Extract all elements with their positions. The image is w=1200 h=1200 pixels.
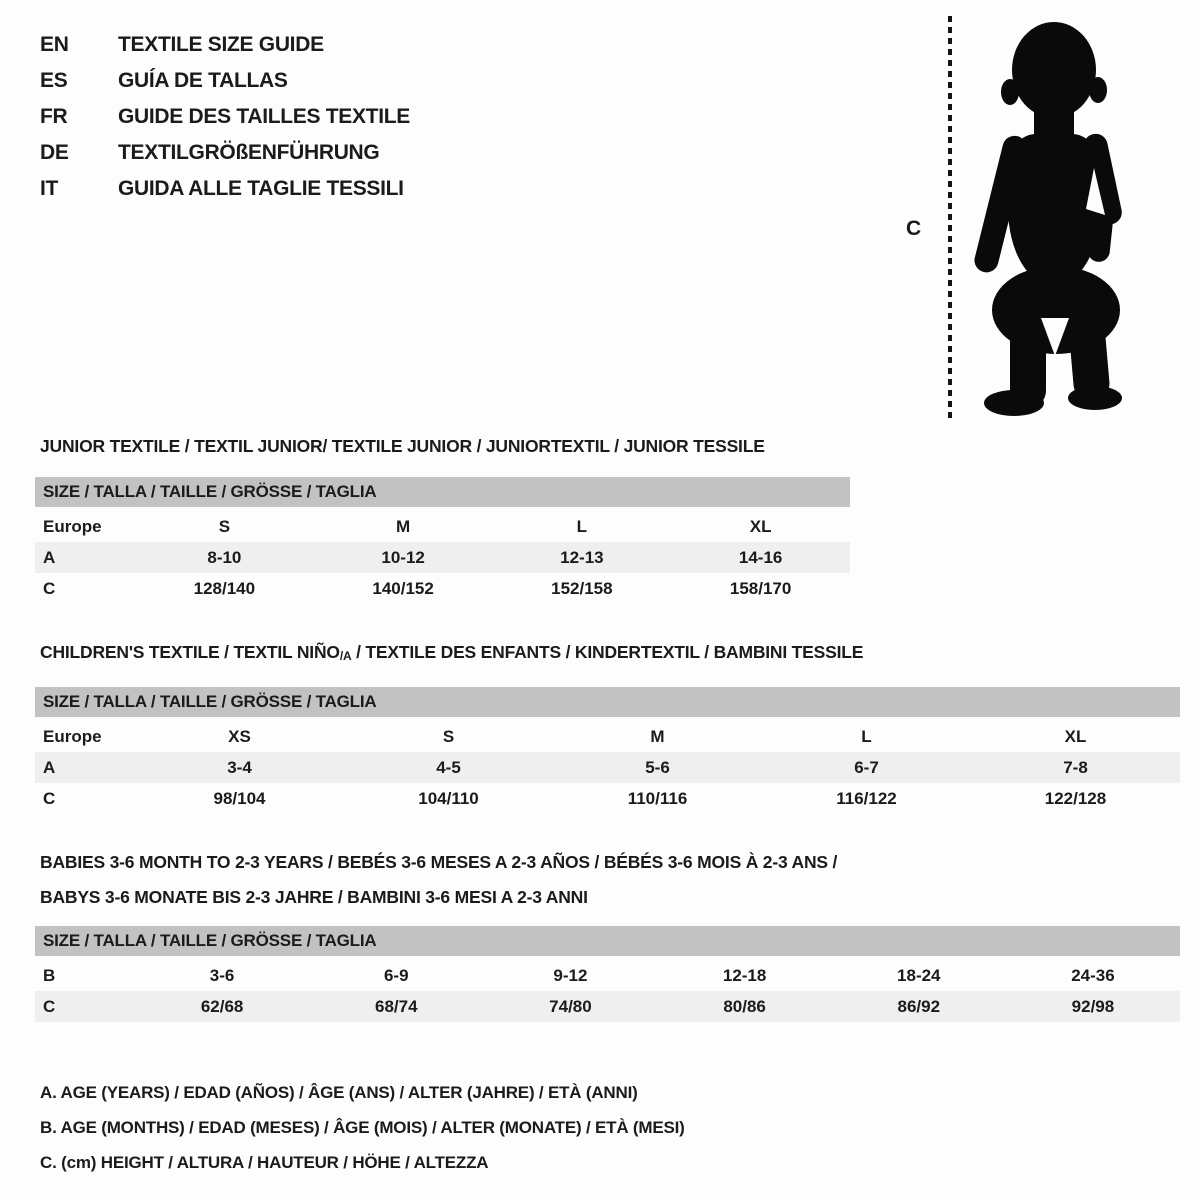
babies-section-title — [40, 845, 837, 915]
age-value: 3-4 — [227, 757, 252, 777]
lang-row-it — [40, 171, 410, 207]
height-value: 140/152 — [372, 578, 434, 598]
language-title-list — [40, 27, 410, 207]
children-size-table — [35, 687, 1180, 814]
age-value: 7-8 — [1063, 757, 1088, 777]
age-value: 5-6 — [645, 757, 670, 777]
guide-title-es: GUÍA DE TALLAS — [118, 69, 288, 92]
age-value: 6-7 — [854, 757, 879, 777]
children-title-post: / TEXTILE DES ENFANTS / KINDERTEXTIL / BAMBINI TESSILE — [351, 642, 864, 662]
size-value: M — [650, 726, 665, 746]
toddler-silhouette-icon — [962, 18, 1148, 420]
row-label: Europe — [43, 726, 102, 746]
legend-age-months: B. AGE (MONTHS) / EDAD (MESES) / ÂGE (MOIS) / ALTER (MONATE) / ETÀ (MESI) — [40, 1118, 685, 1137]
months-value: 24-36 — [1071, 965, 1115, 985]
lang-code: FR — [40, 105, 68, 128]
babies-title-line2: BABYS 3-6 MONATE BIS 2-3 JAHRE / BAMBINI 3-6 MESI A 2-3 ANNI — [40, 887, 588, 907]
legend-height-cm: C. (cm) HEIGHT / ALTURA / HAUTEUR / HÖHE / ALTEZZA — [40, 1153, 489, 1172]
children-title-pre: CHILDREN'S TEXTILE / TEXTIL NIÑO — [40, 642, 340, 662]
legend-age-years: A. AGE (YEARS) / EDAD (AÑOS) / ÂGE (ANS) / ALTER (JAHRE) / ETÀ (ANNI) — [40, 1083, 638, 1102]
children-row-europe — [35, 721, 1180, 752]
row-label: A — [43, 547, 56, 567]
children-size-header-bar: SIZE / TALLA / TAILLE / GRÖSSE / TAGLIA — [35, 687, 1180, 717]
height-value: 158/170 — [729, 578, 792, 598]
junior-row-europe — [35, 511, 850, 542]
height-value: 74/80 — [549, 996, 592, 1016]
babies-row-months — [35, 960, 1180, 991]
size-value: L — [576, 516, 588, 536]
age-value: 12-13 — [560, 547, 604, 567]
height-value: 86/92 — [897, 996, 941, 1016]
height-measure-dashed-line — [948, 16, 952, 418]
row-label: B — [43, 965, 56, 985]
height-value: 104/110 — [418, 788, 479, 808]
junior-row-age — [35, 542, 850, 573]
height-value: 110/116 — [627, 788, 688, 808]
babies-title-line1: BABIES 3-6 MONTH TO 2-3 YEARS / BEBÉS 3-6 MESES A 2-3 AÑOS / BÉBÉS 3-6 MOIS À 2-3 ANS / — [40, 852, 838, 872]
lang-row-fr — [40, 99, 410, 135]
height-value: 68/74 — [374, 996, 418, 1016]
junior-size-table — [35, 477, 850, 604]
size-value: M — [396, 516, 411, 536]
age-value: 14-16 — [738, 547, 783, 567]
months-value: 12-18 — [722, 965, 767, 985]
size-value: L — [861, 726, 872, 746]
lang-row-de — [40, 135, 410, 171]
months-value: 18-24 — [897, 965, 941, 985]
height-value: 62/68 — [200, 996, 244, 1016]
babies-size-header-bar: SIZE / TALLA / TAILLE / GRÖSSE / TAGLIA — [35, 926, 1180, 956]
children-title-sub: /A — [339, 649, 352, 663]
size-value: S — [218, 516, 231, 536]
size-value: XL — [749, 516, 772, 536]
lang-code: EN — [40, 33, 69, 56]
size-value: XL — [1064, 726, 1087, 746]
row-label: Europe — [43, 516, 102, 536]
guide-title-it: GUIDA ALLE TAGLIE TESSILI — [118, 177, 404, 200]
junior-size-header-bar: SIZE / TALLA / TAILLE / GRÖSSE / TAGLIA — [35, 477, 850, 507]
height-value: 80/86 — [723, 996, 766, 1016]
height-value: 98/104 — [213, 788, 266, 808]
guide-title-fr: GUIDE DES TAILLES TEXTILE — [118, 105, 410, 128]
row-label: C — [43, 578, 56, 598]
age-value: 8-10 — [207, 547, 242, 567]
height-value: 116/122 — [836, 788, 897, 808]
babies-size-table — [35, 926, 1180, 1022]
row-label: C — [43, 788, 56, 808]
months-value: 9-12 — [553, 965, 588, 985]
months-value: 3-6 — [209, 965, 235, 985]
lang-code: IT — [40, 177, 59, 200]
height-value: 122/128 — [1044, 788, 1107, 808]
height-value: 128/140 — [193, 578, 256, 598]
guide-title-en: TEXTILE SIZE GUIDE — [118, 33, 324, 56]
guide-title-de: TEXTILGRÖßENFÜHRUNG — [118, 141, 380, 164]
height-measure-label: C — [906, 217, 922, 240]
months-value: 6-9 — [383, 965, 409, 985]
size-value: S — [442, 726, 455, 746]
row-label: A — [43, 757, 56, 777]
lang-row-es — [40, 63, 410, 99]
height-value: 92/98 — [1071, 996, 1115, 1016]
row-label: C — [43, 996, 56, 1016]
measurement-legend — [40, 1075, 685, 1180]
children-row-height — [35, 783, 1180, 814]
age-value: 10-12 — [381, 547, 425, 567]
age-value: 4-5 — [436, 757, 461, 777]
children-row-age — [35, 752, 1180, 783]
size-value: XS — [228, 726, 251, 746]
lang-code: DE — [40, 141, 69, 164]
babies-row-height — [35, 991, 1180, 1022]
junior-row-height — [35, 573, 850, 604]
children-section-title — [40, 642, 863, 663]
lang-code: ES — [40, 69, 68, 92]
junior-section-title: JUNIOR TEXTILE / TEXTIL JUNIOR/ TEXTILE JUNIOR / JUNIORTEXTIL / JUNIOR TESSILE — [40, 436, 765, 456]
lang-row-en — [40, 27, 410, 63]
height-value: 152/158 — [551, 578, 613, 598]
